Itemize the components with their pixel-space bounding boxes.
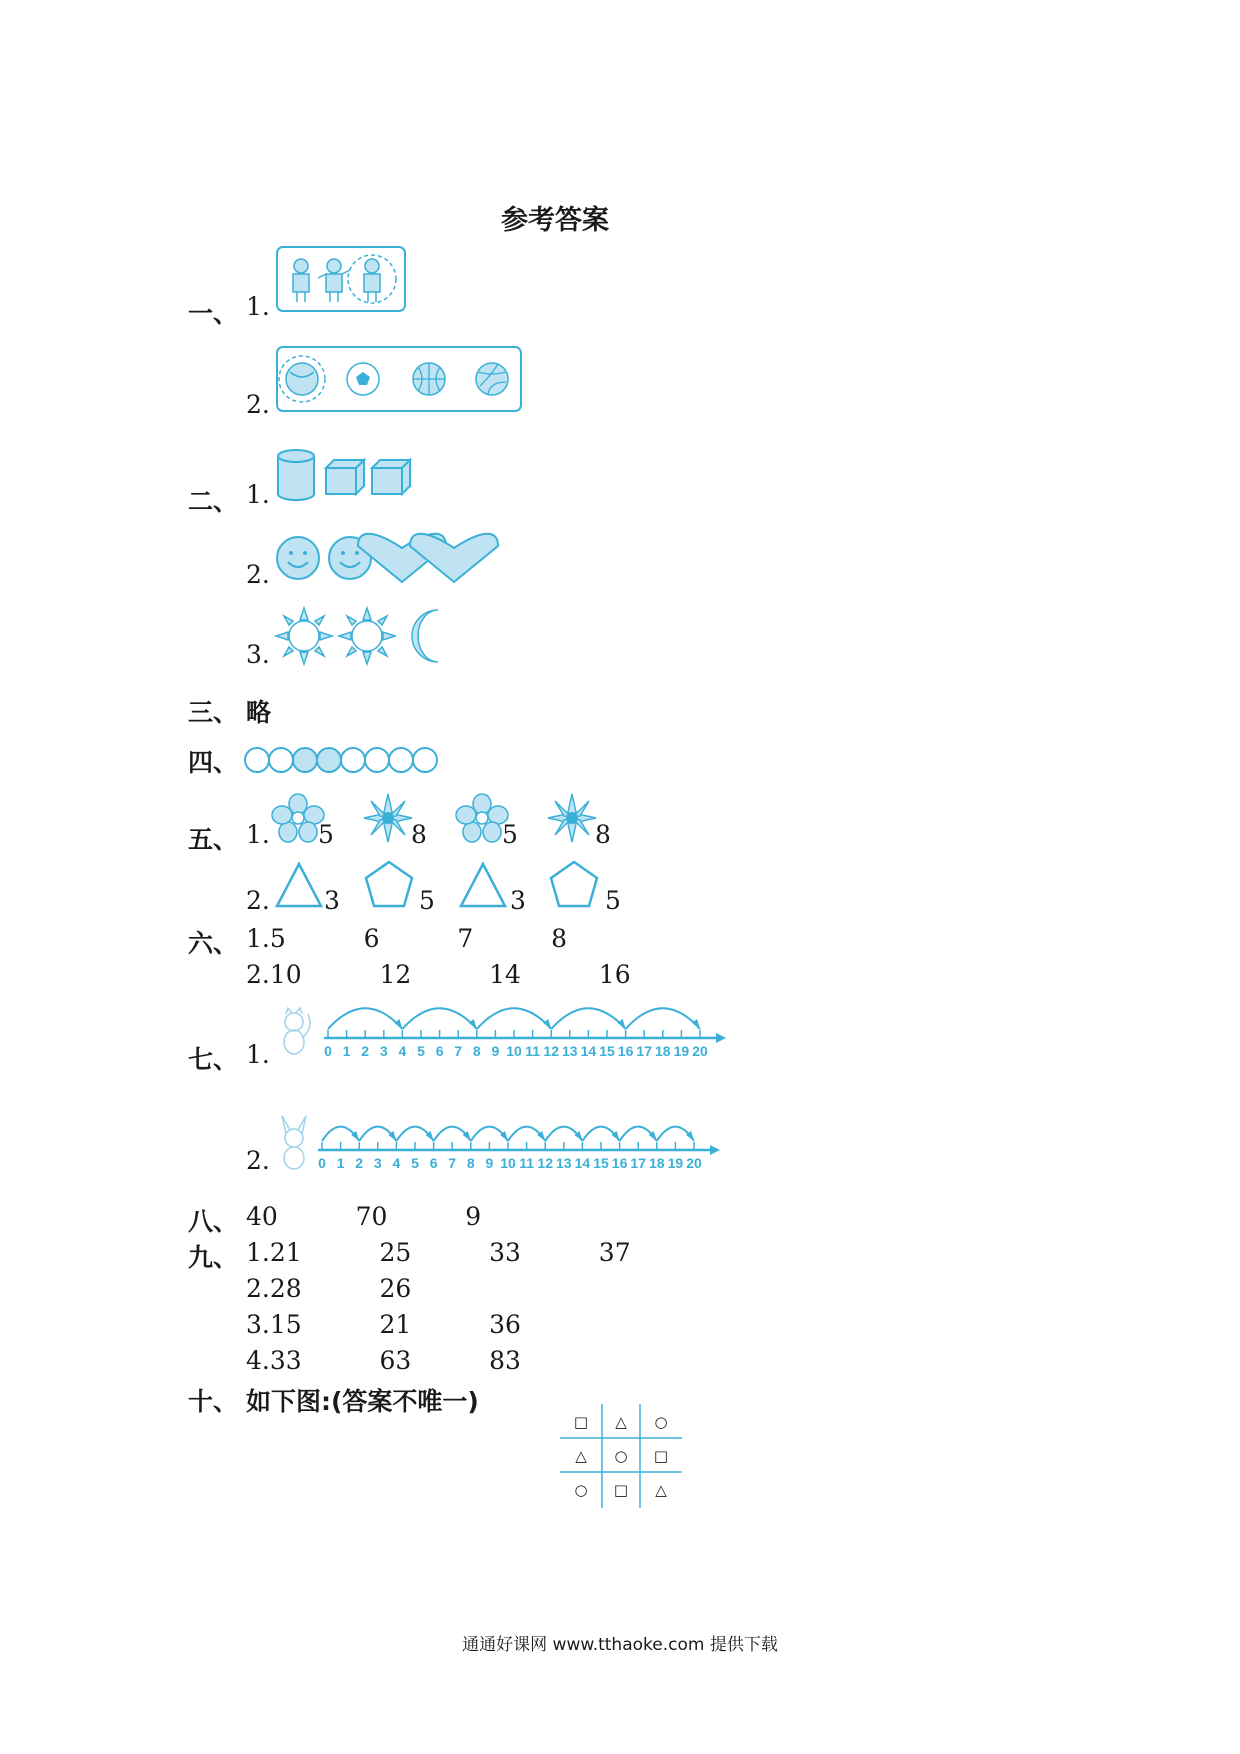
jump-arc	[551, 1008, 625, 1029]
flower-count-1: 5	[318, 820, 334, 849]
s5-item-1-number: 1.	[246, 820, 270, 849]
grid-cell: ○	[574, 1481, 588, 1499]
grid-cell: ○	[654, 1413, 668, 1431]
section-5-label: 五、	[188, 825, 239, 854]
shape-grid	[558, 1404, 684, 1508]
axis-arrowhead	[716, 1033, 726, 1043]
tick-label: 14	[580, 1043, 597, 1059]
footer-source: 通通好课网 www.tthaoke.com 提供下载	[462, 1635, 778, 1655]
tick-label: 11	[525, 1043, 541, 1059]
tick-label: 17	[636, 1043, 652, 1059]
tick-label: 5	[417, 1043, 425, 1059]
solids-picture	[276, 446, 416, 504]
section-7-label: 七、	[188, 1045, 239, 1074]
s7-item-2-number: 2.	[246, 1146, 270, 1175]
tick-label: 13	[562, 1043, 578, 1059]
s6-line-2: 2.10 12 14 16	[246, 960, 631, 989]
tick-label: 9	[491, 1043, 500, 1059]
section-9-label: 九、	[188, 1243, 239, 1272]
tick-label: 12	[543, 1043, 559, 1059]
grid-cell: ○	[614, 1447, 628, 1465]
section-10-answer: 如下图:(答案不唯一)	[246, 1387, 479, 1416]
section-6-label: 六、	[188, 929, 239, 958]
tick-label: 11	[519, 1155, 535, 1171]
s9-line-4: 4.33 63 83	[246, 1346, 521, 1375]
tick-label: 12	[537, 1155, 553, 1171]
tick-label: 16	[611, 1155, 628, 1171]
tick-label: 0	[318, 1155, 326, 1171]
jump-arrowhead	[394, 1019, 402, 1029]
tick-label: 10	[500, 1155, 516, 1171]
tick-label: 13	[556, 1155, 572, 1171]
s7-item-1-number: 1.	[246, 1040, 270, 1069]
tick-label: 18	[649, 1155, 665, 1171]
section-2-label: 二、	[188, 487, 239, 516]
page-title: 参考答案	[501, 205, 609, 236]
section-4-label: 四、	[188, 748, 239, 777]
tick-label: 4	[392, 1155, 401, 1171]
tick-label: 6	[435, 1043, 444, 1059]
tick-label: 17	[630, 1155, 646, 1171]
tick-label: 2	[361, 1043, 370, 1059]
balls-picture	[276, 346, 522, 414]
kids-picture	[276, 246, 406, 314]
section-8-label: 八、	[188, 1207, 239, 1236]
tick-label: 4	[398, 1043, 407, 1059]
s1-item-1-number: 1.	[246, 292, 270, 321]
jump-arrowhead	[469, 1019, 477, 1029]
tick-label: 2	[355, 1155, 364, 1171]
tick-label: 14	[574, 1155, 591, 1171]
grid-cell: □	[653, 1447, 669, 1465]
axis-arrowhead	[710, 1145, 720, 1155]
jump-arc	[402, 1008, 476, 1029]
tick-label: 19	[673, 1043, 690, 1059]
tick-label: 9	[485, 1155, 494, 1171]
s6-line-1: 1.5 6 7 8	[246, 924, 567, 953]
grid-cell: □	[573, 1413, 589, 1431]
tick-label: 1	[342, 1043, 351, 1059]
jump-arrowhead	[692, 1019, 700, 1029]
tick-label: 1	[336, 1155, 345, 1171]
s9-line-3: 3.15 21 36	[246, 1310, 521, 1339]
tick-label: 15	[593, 1155, 609, 1171]
section-3-label: 三、	[188, 698, 239, 727]
s9-line-1: 1.21 25 33 37	[246, 1238, 631, 1267]
tick-label: 16	[617, 1043, 634, 1059]
tick-label: 8	[466, 1155, 475, 1171]
tick-label: 3	[373, 1155, 382, 1171]
rabbit-icon	[274, 1114, 314, 1172]
circles-row-picture	[244, 746, 440, 776]
grid-cell: △	[575, 1447, 587, 1465]
s5-item-2-number: 2.	[246, 886, 270, 915]
jump-arc	[328, 1008, 402, 1029]
polygon-sides-3: 3	[510, 886, 526, 915]
polygon-sides-2: 5	[419, 886, 435, 915]
tick-label: 7	[454, 1043, 463, 1059]
tick-label: 8	[472, 1043, 481, 1059]
tick-label: 7	[448, 1155, 457, 1171]
flower-count-3: 5	[502, 820, 518, 849]
section-10-label: 十、	[188, 1387, 239, 1416]
number-line-2	[314, 1106, 724, 1174]
section-1-label: 一、	[188, 299, 239, 328]
suns-moon-picture	[274, 606, 446, 666]
tick-label: 20	[692, 1043, 708, 1059]
jump-arc	[477, 1008, 551, 1029]
jump-arc	[626, 1008, 700, 1029]
section-3-answer: 略	[246, 698, 272, 727]
s1-item-2-number: 2.	[246, 390, 270, 419]
tick-label: 19	[667, 1155, 684, 1171]
grid-cell: □	[613, 1481, 629, 1499]
polygon-sides-4: 5	[605, 886, 621, 915]
tick-label: 5	[411, 1155, 419, 1171]
jump-arrowhead	[618, 1019, 626, 1029]
squirrel-icon	[274, 1004, 314, 1058]
flower-count-2: 8	[411, 820, 427, 849]
s2-item-3-number: 3.	[246, 640, 270, 669]
grid-cell: △	[615, 1413, 627, 1431]
jump-arrowhead	[543, 1019, 551, 1029]
polygon-sides-1: 3	[324, 886, 340, 915]
tick-label: 20	[686, 1155, 702, 1171]
s2-item-1-number: 1.	[246, 480, 270, 509]
grid-cell: △	[655, 1481, 667, 1499]
tick-label: 0	[324, 1043, 332, 1059]
tick-label: 18	[655, 1043, 671, 1059]
tick-label: 6	[429, 1155, 438, 1171]
s8-answer: 40 70 9	[246, 1202, 482, 1231]
s9-line-2: 2.28 26	[246, 1274, 412, 1303]
tick-label: 10	[506, 1043, 522, 1059]
tick-label: 3	[379, 1043, 388, 1059]
number-line-1	[320, 1004, 730, 1062]
faces-hearts-picture	[276, 534, 480, 586]
s2-item-2-number: 2.	[246, 560, 270, 589]
flower-count-4: 8	[595, 820, 611, 849]
tick-label: 15	[599, 1043, 615, 1059]
